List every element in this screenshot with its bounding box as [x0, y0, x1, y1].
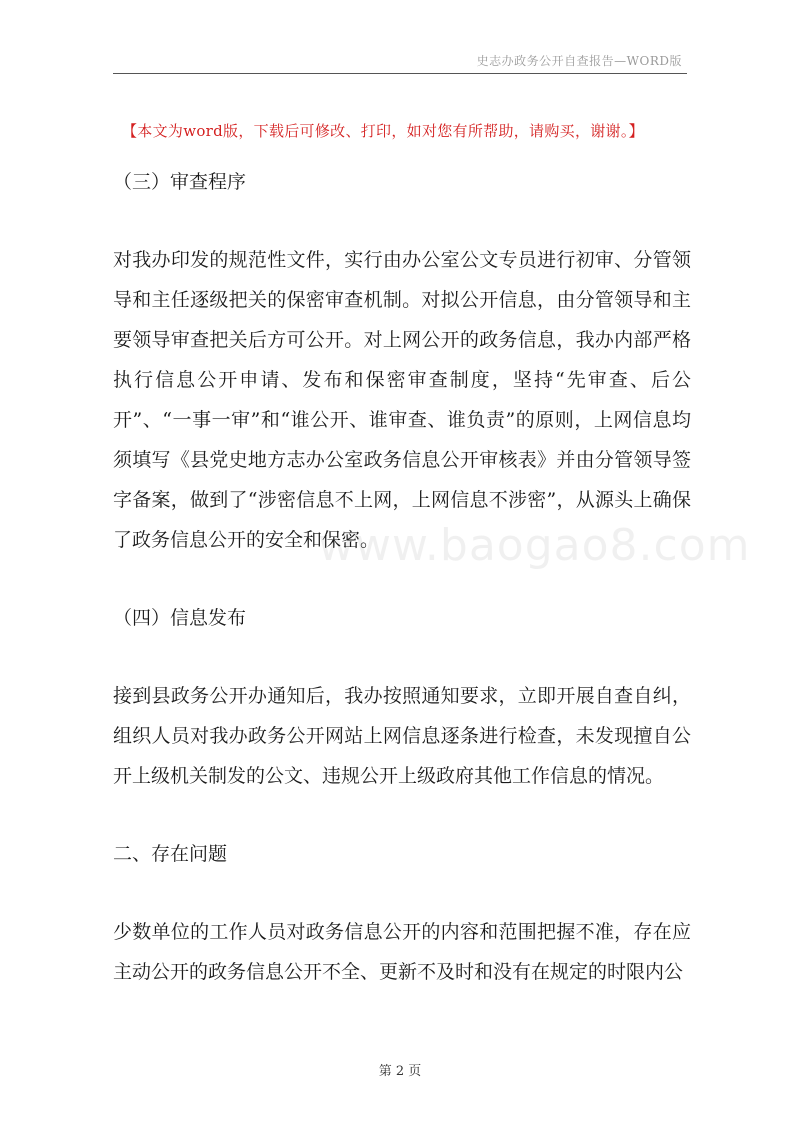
page-number: 第 2 页	[378, 1064, 422, 1079]
section-heading-info-release: （四）信息发布	[113, 607, 247, 629]
purchase-notice: 【本文为word版，下载后可修改、打印，如对您有所帮助，请购买，谢谢。】	[122, 122, 644, 140]
paragraph-review-procedure: 对我办印发的规范性文件，实行由办公室公文专员进行初审、分管领导和主任逐级把关的保密审查机制。对拟公开信息，由分管领导和主要领导审查把关后方可公开。对上网公开的政务信息，我办内部严格执行信息公开申请、发布和保密审查制度，坚持“先审查、后公开”、“一事一审”和“谁公开、谁审查、谁负责”的原则，上网信息均须填写《县党史地方志办公室政务信息公开审核表》并由分管领导签字备案，做到了“涉密信息不上网，上网信息不涉密”，从源头上确保了政务信息公开的安全和保密。	[113, 249, 691, 551]
header-title: 史志办政务公开自查报告—WORD版	[476, 54, 682, 68]
document-body	[113, 162, 691, 992]
spacer	[113, 796, 691, 834]
spacer	[113, 202, 691, 240]
watermark: www.baogao8.com	[318, 520, 751, 571]
section-heading-problems: 二、存在问题	[113, 843, 228, 865]
paragraph-info-release: 接到县政务公开办通知后，我办按照通知要求，立即开展自查自纠，组织人员对我办政务公开网站上网信息逐条进行检查，未发现擅自公开上级机关制发的公文、违规公开上级政府其他工作信息的情况。	[113, 685, 691, 787]
header-divider	[113, 73, 687, 74]
spacer	[113, 638, 691, 676]
paragraph-problems: 少数单位的工作人员对政务信息公开的内容和范围把握不准，存在应主动公开的政务信息公开不全、更新不及时和没有在规定的时限内公	[113, 921, 691, 983]
spacer	[113, 874, 691, 912]
section-heading-review-procedure: （三）审查程序	[113, 171, 247, 193]
